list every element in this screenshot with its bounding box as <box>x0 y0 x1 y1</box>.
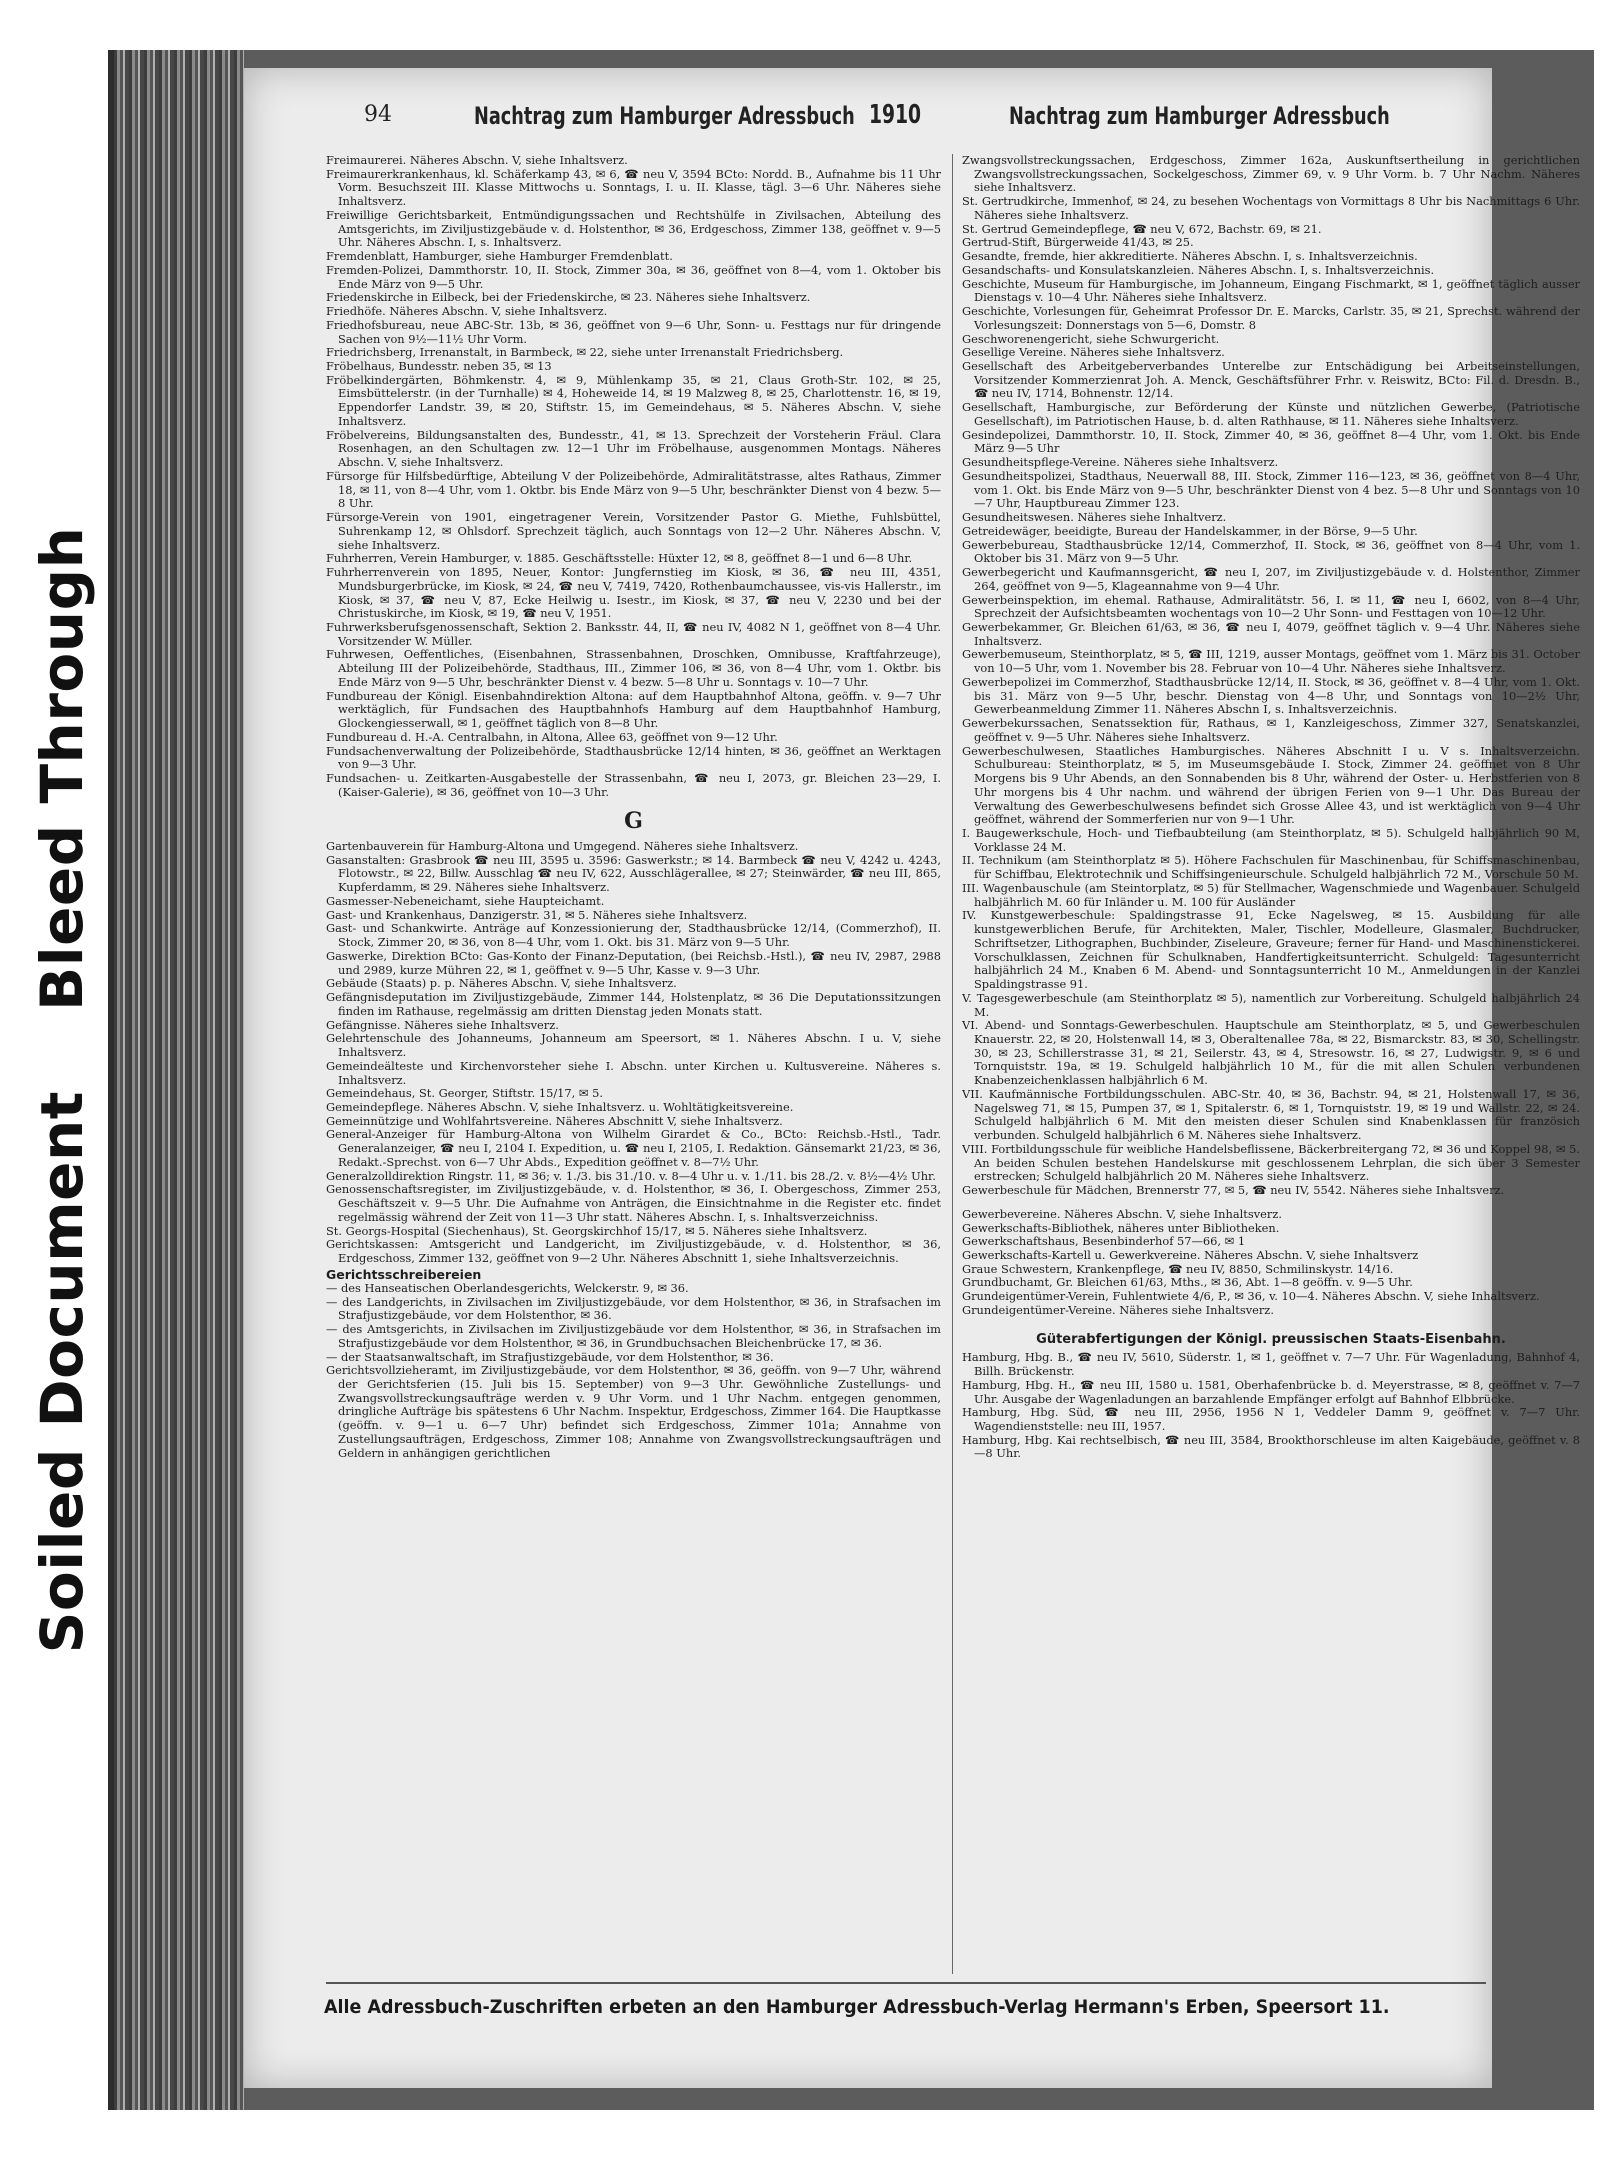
directory-entry: Fuhrherren, Verein Hamburger, v. 1885. Geschäftsstelle: Hüxter 12, ✉ 8, geöffnet 8—1 und 6—8 Uhr. <box>326 551 913 566</box>
directory-entry: VII. Kaufmännische Fortbildungsschulen. ABC-Str. 40, ✉ 36, Bachstr. 94, ✉ 21, Holstenwall 17, ✉ 36, Nagelsweg 71, ✉ 15, Pumpen 37, ✉ 1, Spitalerstr. 6, ✉ 1, Tornquiststr. 19, ✉ 19 und Wallstr. 22, ✉ 24. Schulgeld halbjährlich 6 M. Mit den meisten dieser Schulen sind Knabenklassen für französich verbunden. Schulgeld halbjährlich 6 M. Näheres siehe Inhaltsverz. <box>962 1086 1580 1143</box>
directory-entry: Hamburg, Hbg. Süd, ☎ neu III, 2956, 1956 N 1, Veddeler Damm 9, geöffnet v. 7—7 Uhr. Wagendienststelle: neu III, 1957. <box>962 1405 1580 1434</box>
directory-entry: Gast- und Schankwirte. Anträge auf Konzessionierung der, Stadthausbrücke 12/14, (Commerzhof), II. Stock, Zimmer 20, ✉ 36, von 8—4 Uhr, vom 1. Okt. bis 31. März von 9—5 Uhr. <box>326 921 941 950</box>
directory-entry: Fürsorge für Hilfsbedürftige, Abteilung V der Polizeibehörde, Admiralitätstrasse, altes Rathaus, Zimmer 18, ✉ 11, von 8—4 Uhr, vom 1. Oktbr. bis Ende März von 9—5 Uhr, beschränkter Dienst von 4 bezw. 5—8 Uhr. <box>326 468 941 511</box>
directory-entry: Fundsachenverwaltung der Polizeibehörde, Stadthausbrücke 12/14 hinten, ✉ 36, geöffnet an Werktagen von 9—3 Uhr. <box>326 743 941 772</box>
directory-entry: Gartenbauverein für Hamburg-Altona und Umgegend. Näheres siehe Inhaltsverz. <box>326 839 799 854</box>
directory-entry: Gertrud-Stift, Bürgerweide 41/43, ✉ 25. <box>962 235 1194 250</box>
directory-entry: Gerichtsschreibereien <box>326 1266 482 1282</box>
directory-entry: St. Georgs-Hospital (Siechenhaus), St. Georgskirchhof 15/17, ✉ 5. Näheres siehe Inhaltsverz. <box>326 1223 868 1238</box>
directory-entry: Fröbelvereins, Bildungsanstalten des, Bundesstr., 41, ✉ 13. Sprechzeit der Vorsteherin Fräul. Clara Rosenhagen, an den Schultagen zw. 12—1 Uhr im Fröbelhause, ausgenommen Montags. Näheres Abschn. V, siehe Inhaltsverz. <box>326 427 941 470</box>
directory-entry: Gewerbevereine. Näheres Abschn. V, siehe Inhaltsverz. <box>962 1206 1282 1221</box>
directory-entry: Hamburg, Hbg. Kai rechtselbisch, ☎ neu III, 3584, Brookthorschleuse im alten Kaigebäude, geöffnet v. 8—8 Uhr. <box>962 1432 1580 1461</box>
directory-entry: Gast- und Krankenhaus, Danzigerstr. 31, ✉ 5. Näheres siehe Inhaltsverz. <box>326 907 748 922</box>
directory-entry: Fröbelkindergärten, Böhmkenstr. 4, ✉ 9, Mühlenkamp 35, ✉ 21, Claus Groth-Str. 102, ✉ 25, Eimsbüttelerstr. (in der Turnhalle) ✉ 4, Hoheweide 14, ✉ 19 Malzweg 8, ✉ 25, Charlottenstr. 16, ✉ 19, Eppendorfer Landstr. 39, ✉ 20, Stiftstr. 15, im Gemeindehaus, ✉ 5. Näheres Abschn. V, siehe Inhaltsverz. <box>326 372 941 428</box>
directory-entry: Gaswerke, Direktion BCto: Gas-Konto der Finanz-Deputation, (bei Reichsb.-Hstl.), ☎ neu IV, 2987, 2988 und 2989, kurze Mühren 22, ✉ 1, geöffnet v. 9—5 Uhr, Kasse v. 9—3 Uhr. <box>326 948 941 977</box>
directory-entry: Gesellschaft des Arbeitgeberverbandes Unterelbe zur Entschädigung bei Arbeitseinstellungen, Vorsitzender Kommerzienrat Joh. A. Menck, Geschäftsführer Frhr. v. Reiswitz, BCto: Fil. d. Dresdn. B., ☎ neu IV, 1714, Bohnenstr. 12/14. <box>962 359 1580 401</box>
running-title-left: Nachtrag zum Hamburger Adressbuch <box>474 102 855 130</box>
directory-entry: Fuhrwesen, Oeffentliches, (Eisenbahnen, Strassenbahnen, Droschken, Omnibusse, Kraftfahrzeuge), Abteilung III der Polizeibehörde, Stadthaus, III., Zimmer 106, ✉ 36, von 8—4 Uhr, vom 1. Oktbr. bis Ende März von 9—5 Uhr, beschränkter Dienst v. 4 bezw. 5—8 Uhr u. Sonntags v. 10—7 Uhr. <box>326 647 941 689</box>
directory-entry: Freiwillige Gerichtsbarkeit, Entmündigungssachen und Rechtshülfe in Zivilsachen, Abteilung des Amtsgerichts, im Ziviljustizgebäude v. d. Holstenthor, ✉ 36, Erdgeschoss, Zimmer 138, geöffnet v. 9—5 Uhr. Näheres Abschn. I, s. Inhaltsverz. <box>326 207 941 250</box>
directory-entry: Gewerbeschule für Mädchen, Brennerstr 77, ✉ 5, ☎ neu IV, 5542. Näheres siehe Inhaltsverz. <box>962 1183 1505 1198</box>
page-sheet <box>244 68 1580 2088</box>
directory-entry: Gesundheitspflege-Vereine. Näheres siehe Inhaltsverz. <box>962 455 1279 470</box>
directory-entry: — des Hanseatischen Oberlandesgerichts, Welckerstr. 9, ✉ 36. <box>326 1280 689 1295</box>
column-divider <box>952 154 953 1974</box>
directory-entry: Gesellschaft, Hamburgische, zur Beförderung der Künste und nützlichen Gewerbe, (Patriotische Gesellschaft), im Patriotischen Hause, b. d. alten Rathhause, ✉ 11. Näheres siehe Inhaltsverz. <box>962 400 1580 428</box>
directory-entry: Gesellige Vereine. Näheres siehe Inhaltsverz. <box>962 345 1225 360</box>
directory-entry: Gewerbegericht und Kaufmannsgericht, ☎ neu I, 207, im Ziviljustizgebäude v. d. Holstenthor, Zimmer 264, geöffnet von 9—5, Klageannahme von 9—4 Uhr. <box>962 565 1580 593</box>
directory-entry: Gemeindeälteste und Kirchenvorsteher siehe I. Abschn. unter Kirchen u. Kultusvereine. Näheres s. Inhaltsverz. <box>326 1058 941 1087</box>
publisher-footer: Alle Adressbuch-Zuschriften erbeten an den Hamburger Adressbuch-Verlag Hermann's Erben, Speersort 11. <box>324 1996 1390 2018</box>
page-header <box>364 96 1524 136</box>
directory-entry: Genossenschaftsregister, im Ziviljustizgebäude, v. d. Holstenthor, ✉ 36, I. Obergeschoss, Zimmer 253, Geschäftszeit v. 9—5 Uhr. Die Aufnahme von Anträgen, die Einsichtnahme in die Register etc. findet regelmässig während der Zeit von 11—3 Uhr statt. Näheres Abschn. I, s. Inhaltsverzeichniss. <box>326 1182 941 1224</box>
directory-entry: Gewerbeschulwesen, Staatliches Hamburgisches. Näheres Abschnitt I u. V s. Inhaltsverzeichn. Schulbureau: Steinthorplatz, ✉ 5, im Museumsgebäude I. Stock, Zimmer 24. geöffnet von 8 Uhr Morgens bis 9 Uhr Abends, an den Sonnabenden bis 8 Uhr, während der Oster- u. Herbstferien von 8 Uhr morgens bis 4 Uhr nachm. und während der übrigen Ferien von 9—1 Uhr. Das Bureau der Verwaltung des Gewerbeschulwesens befindet sich Grosse Allee 43, und ist werktäglich von 9—4 Uhr geöffnet, während der Sommerferien nur von 9—1 Uhr. <box>962 743 1580 827</box>
directory-entry: Gewerbekammer, Gr. Bleichen 61/63, ✉ 36, ☎ neu I, 4079, geöffnet täglich v. 9—4 Uhr. Näheres siehe Inhaltsverz. <box>962 619 1580 648</box>
directory-entry: Gewerbeinspektion, im ehemal. Rathause, Admiralitätstr. 56, I. ✉ 11, ☎ neu I, 6602, von 8—4 Uhr, Sprechzeit der Aufsichtsbeamten wochentags von 10—2 Uhr Sonn- und Festtagen von 10—12 Uhr. <box>962 592 1580 621</box>
directory-entry: Gewerbepolizei im Commerzhof, Stadthausbrücke 12/14, II. Stock, ✉ 36, geöffnet v. 8—4 Uhr, vom 1. Okt. bis 31. März von 9—5 Uhr, beschr. Dienstag von 4—8 Uhr, und Sonntags von 10—2½ Uhr, Gewerbeanmeldung Zimmer 11. Näheres Abschn I, s. Inhaltsverzeichnis. <box>962 674 1580 717</box>
directory-entry: Grundeigentümer-Vereine. Näheres siehe Inhaltsverz. <box>962 1302 1274 1317</box>
directory-entry: Fremdenblatt, Hamburger, siehe Hamburger Fremdenblatt. <box>326 249 673 264</box>
directory-entry: Hamburg, Hbg. B., ☎ neu IV, 5610, Süderstr. 1, ✉ 1, geöffnet v. 7—7 Uhr. Für Wagenladung, Bahnhof 4, Billh. Brückenstr. <box>962 1350 1580 1379</box>
directory-entry: V. Tagesgewerbeschule (am Steinthorplatz ✉ 5), namentlich zur Vorbereitung. Schulgeld halbjährlich 24 M. <box>962 990 1580 1019</box>
directory-entry: Getreidewäger, beeidigte, Bureau der Handelskammer, in der Börse, 9—5 Uhr. <box>962 523 1418 538</box>
book-binding <box>114 50 244 2110</box>
directory-entry: Gewerkschaftshaus, Besenbinderhof 57—66, ✉ 1 <box>962 1234 1246 1249</box>
directory-entry: Zwangsvollstreckungssachen, Erdgeschoss, Zimmer 162a, Auskunftsertheilung in gerichtlichen Zwangsvollstreckungssachen, Sockelgeschoss, Zimmer 69, v. 9 Uhr Vorm. b. 7 Uhr Nachm. Näheres siehe Inhaltsverz. <box>962 154 1580 195</box>
directory-entry: — der Staatsanwaltschaft, im Strafjustizgebäude, vor dem Holstenthor, ✉ 36. <box>326 1349 774 1364</box>
directory-entry: Gewerbekurssachen, Senatssektion für, Rathaus, ✉ 1, Kanzleigeschoss, Zimmer 327, Senatskanzlei, geöffnet v. 9—5 Uhr. Näheres siehe Inhaltsverz. <box>962 716 1580 744</box>
page-number: 94 <box>364 102 392 127</box>
footer-rule <box>326 1982 1486 1984</box>
directory-entry: St. Gertrudkirche, Immenhof, ✉ 24, zu besehen Wochentags von Vormittags 8 Uhr bis Nachmittags 6 Uhr. Näheres siehe Inhaltsverz. <box>962 194 1580 222</box>
condition-stamp-text <box>28 487 96 1694</box>
directory-entry: Hamburg, Hbg. H., ☎ neu III, 1580 u. 1581, Oberhafenbrücke b. d. Meyerstrasse, ✉ 8, geöffnet v. 7—7 Uhr. Ausgabe der Wagenladungen an barzahlende Empfänger erfolgt auf Bahnhof Elbbrücke. <box>962 1377 1580 1406</box>
condition-stamp <box>0 0 100 2177</box>
directory-entry: Friedhöfe. Näheres Abschn. V, siehe Inhaltsverz. <box>326 304 608 319</box>
directory-entry: Gerichtsvollzieheramt, im Ziviljustizgebäude, vor dem Holstenthor, ✉ 36, geöffn. von 9—7 Uhr, während der Gerichtsferien (15. Juli bis 15. September) von 9—3 Uhr. Gewöhnliche Zustellungs- und Zwangsvollstreckungsaufträge werden v. 9 Uhr Vorm. und 1 Uhr Nachm. entgegen genommen, dringliche Aufträge bis spätestens 6 Uhr Nachm. Inspektur, Erdgeschoss, Zimmer 164. Die Hauptkasse (geöffn. v. 9—1 u. 6—7 Uhr) befindet sich Erdgeschoss, Zimmer 101a; Annahme von Zustellungsaufträgen, Erdgeschoss, Zimmer 108; Annahme von Zwangsvollstreckungsaufträgen und Geldern in anhängigen gerichtlichen <box>326 1363 941 1460</box>
directory-entry: III. Wagenbauschule (am Steintorplatz, ✉ 5) für Stellmacher, Wagenschmiede und Wagenbauer. Schulgeld halbjährlich M. 60 für Inländer u. M. 100 für Ausländer <box>962 880 1580 909</box>
directory-entry: IV. Kunstgewerbeschule: Spaldingstrasse 91, Ecke Nagelsweg, ✉ 15. Ausbildung für alle kunstgewerblichen Berufe, für Architekten, Maler, Tischler, Modelleure, Glasmaler, Buchdrucker, Schriftsetzer, Lithographen, Buchbinder, Ziseleure, Graveure; ferner für Hand- und Maschinenstickerei. Vorschulklassen, Zeichnen für Schulknaben, Handfertigkeitsunterricht. Schulgeld: Tagesunterricht halbjährlich 24 M., Knaben 6 M. Abend- und Sonntagsunterricht 10 M., Anmeldungen in der Kanzlei Spaldingstrasse 91. <box>962 908 1580 992</box>
directory-entry: Graue Schwestern, Krankenpflege, ☎ neu IV, 8850, Schmilinskystr. 14/16. <box>962 1261 1394 1276</box>
directory-entry: Grundeigentümer-Verein, Fuhlentwiete 4/6, P., ✉ 36, v. 10—4. Näheres Abschn. V, siehe Inhaltsverz. <box>962 1289 1540 1304</box>
directory-entry: Güterabfertigungen der Königl. preussischen Staats-Eisenbahn. <box>1036 1331 1506 1347</box>
directory-entry: Freimaurerkrankenhaus, kl. Schäferkamp 43, ✉ 6, ☎ neu V, 3594 BCto: Nordd. B., Aufnahme bis 11 Uhr Vorm. Besuchszeit III. Klasse Mittwochs u. Sonntags, I. u. II. Klasse, tägl. 3—6 Uhr. Näheres siehe Inhaltsverz. <box>326 166 941 209</box>
directory-entry: Fremden-Polizei, Dammthorstr. 10, II. Stock, Zimmer 30a, ✉ 36, geöffnet von 8—4, vom 1. Oktober bis Ende März von 9—5 Uhr. <box>326 262 941 291</box>
directory-entry: Gemeinnützige und Wohlfahrtsvereine. Näheres Abschnitt V, siehe Inhaltsverz. <box>326 1113 783 1128</box>
directory-entry: VIII. Fortbildungsschule für weibliche Handelsbeflissene, Bäckerbreitergang 72, ✉ 36 und Koppel 98, ✉ 5. An beiden Schulen bestehen Handelskurse mit geschlossenem Lehrplan, die sich über 3 Semester erstrecken; Schulgeld halbjährlich 20 M. Näheres siehe Inhaltsverz. <box>962 1141 1580 1184</box>
directory-entry: Grundbuchamt, Gr. Bleichen 61/63, Mths., ✉ 36, Abt. 1—8 geöffn. v. 9—5 Uhr. <box>962 1275 1413 1290</box>
directory-entry: II. Technikum (am Steinthorplatz ✉ 5). Höhere Fachschulen für Maschinenbau, für Schiffsmaschinenbau, für Schiffbau, Elektrotechnik und Schiffsingenieurschule. Schulgeld halbjährlich 72 M., Vorschule 50 M. <box>962 853 1580 882</box>
directory-entry: — des Amtsgerichts, in Zivilsachen im Ziviljustizgebäude vor dem Holstenthor, ✉ 36, in Strafsachen im Strafjustizgebäude vor dem Holstenthor, ✉ 36, in Grundbuchsachen Bleichenbrücke 17, ✉ 36. <box>326 1322 941 1350</box>
directory-entry: Friedenskirche in Eilbeck, bei der Friedenskirche, ✉ 23. Näheres siehe Inhaltsverz. <box>326 290 811 305</box>
directory-entry: Gerichtskassen: Amtsgericht und Landgericht, im Ziviljustizgebäude, v. d. Holstenthor, ✉ 36, Erdgeschoss, Zimmer 132, geöffnet von 9—2 Uhr. Näheres Abschnitt 1, siehe Inhaltsverzeichnis. <box>326 1237 941 1266</box>
directory-entry: Gefängnisse. Näheres siehe Inhaltsverz. <box>326 1017 559 1032</box>
running-title-right: Nachtrag zum Hamburger Adressbuch <box>1009 102 1390 130</box>
directory-entry: Fundbureau d. H.-A. Centralbahn, in Altona, Allee 63, geöffnet von 9—12 Uhr. <box>326 729 778 744</box>
stamp-bleed: Bleed Through <box>28 526 96 1011</box>
directory-entry: Fundbureau der Königl. Eisenbahndirektion Altona: auf dem Hauptbahnhof Altona, geöffn. v. 9—7 Uhr werktäglich, für Fundsachen des Hauptbahnhofs Hamburg auf dem Hauptbahnhof Hamburg, Glockengiesserwall, ✉ 1, geöffnet täglich von 8—8 Uhr. <box>326 688 941 731</box>
directory-entry: Geschichte, Vorlesungen für, Geheimrat Professor Dr. E. Marcks, Carlstr. 35, ✉ 21, Sprechst. während der Vorlesungszeit: Donnerstags von 5—6, Domstr. 8 <box>962 304 1580 332</box>
directory-entry: Gesundheitswesen. Näheres siehe Inhaltverz. <box>962 510 1227 525</box>
directory-entry: Fürsorge-Verein von 1901, eingetragener Verein, Vorsitzender Pastor G. Miethe, Fuhlsbüttel, Suhrenkamp 12, ✉ Ohlsdorf. Sprechzeit täglich, auch Sonntags von 12—2 Uhr. Näheres Abschn. V, siehe Inhaltsverz. <box>326 510 941 552</box>
stamp-soiled: Soiled Document <box>28 1091 96 1654</box>
directory-entry: Freimaurerei. Näheres Abschn. V, siehe Inhaltsverz. <box>326 154 628 167</box>
directory-entry: Gelehrtenschule des Johanneums, Johanneum am Speersort, ✉ 1. Näheres Abschn. I u. V, siehe Inhaltsverz. <box>326 1031 941 1060</box>
directory-entry: Gesundheitspolizei, Stadthaus, Neuerwall 88, III. Stock, Zimmer 116—123, ✉ 36, geöffnet von 8—4 Uhr, vom 1. Okt. bis Ende März von 9—5 Uhr, beschränkter Dienst von 4 bez. 5—8 Uhr und Sonntags von 10—7 Uhr, Hauptbureau Zimmer 123. <box>962 468 1580 511</box>
right-column <box>962 154 1580 1984</box>
directory-entry: Geschworenengericht, siehe Schwurgericht. <box>962 331 1220 346</box>
directory-entry: Friedhofsbureau, neue ABC-Str. 13b, ✉ 36, geöffnet von 9—6 Uhr, Sonn- u. Festtags nur für dringende Sachen von 9½—11½ Uhr Vorm. <box>326 317 941 346</box>
directory-entry: Gesandschafts- und Konsulatskanzleien. Näheres Abschn. I, s. Inhaltsverzeichnis. <box>962 262 1435 277</box>
directory-entry: Fuhrherrenverein von 1895, Neuer, Kontor: Jungfernstieg im Kiosk, ✉ 36, ☎ neu III, 4351, Mundsburgerbrücke, im Kiosk, ✉ 24, ☎ neu V, 7419, 7420, Rothenbaumchaussee, vis-vis Hallerstr., im Kiosk, ✉ 37, ☎ neu V, 87, Ecke Heilwig u. Isestr., im Kiosk, ✉ 37, ☎ neu V, 2230 und bei der Christuskirche, im Kiosk, ✉ 19, ☎ neu V, 1951. <box>326 565 941 621</box>
directory-entry: G <box>624 807 643 834</box>
directory-entry: — des Landgerichts, in Zivilsachen im Ziviljustizgebäude, vor dem Holstenthor, ✉ 36, in Strafsachen im Strafjustizgebäude, vor dem Holstenthor, ✉ 36. <box>326 1294 941 1323</box>
directory-entry: Fuhrwerksberufsgenossenschaft, Sektion 2. Banksstr. 44, II, ☎ neu IV, 4082 N 1, geöffnet von 8—4 Uhr. Vorsitzender W. Müller. <box>326 619 941 648</box>
directory-entry: Gefängnisdeputation im Ziviljustizgebäude, Zimmer 144, Holstenplatz, ✉ 36 Die Deputationssitzungen finden im Rathause, regelmässig am dritten Dienstag jeden Monats statt. <box>326 990 941 1018</box>
directory-entry: Gesandte, fremde, hier akkreditierte. Näheres Abschn. I, s. Inhaltsverzeichnis. <box>962 249 1418 264</box>
directory-entry: Gasanstalten: Grasbrook ☎ neu III, 3595 u. 3596: Gaswerkstr.; ✉ 14. Barmbeck ☎ neu V, 4242 u. 4243, Flotowstr., ✉ 22, Billw. Ausschlag ☎ neu IV, 622, Ausschlägerallee, ✉ 27; Steinwärder, ☎ neu III, 865, Kupferdamm, ✉ 29. Näheres siehe Inhaltsverz. <box>326 852 941 895</box>
directory-entry: VI. Abend- und Sonntags-Gewerbeschulen. Hauptschule am Steinthorplatz, ✉ 5, und Gewerbeschulen Knauerstr. 22, ✉ 20, Holstenwall 14, ✉ 3, Oberaltenallee 78a, ✉ 22, Bismarckstr. 83, ✉ 30, Schellingstr. 30, ✉ 23, Schillerstrasse 31, ✉ 21, Seilerstr. 43, ✉ 4, Stresowstr. 16, ✉ 27, Ludwigstr. 9, ✉ 6 und Tornquiststr. 19a, ✉ 19. Schulgeld halbjährlich 10 M., für die mit allen Schulen verbundenen Knabenzeichenklassen halbjährlich 6 M. <box>962 1018 1580 1088</box>
scanned-page <box>108 50 1594 2110</box>
directory-entry: Gewerkschafts-Bibliothek, näheres unter Bibliotheken. <box>962 1220 1280 1235</box>
year: 1910 <box>869 100 922 130</box>
left-column <box>326 154 941 1984</box>
directory-entry: Fröbelhaus, Bundesstr. neben 35, ✉ 13 <box>326 359 552 374</box>
directory-entry: Gemeindepflege. Näheres Abschn. V, siehe Inhaltsverz. u. Wohltätigkeitsvereine. <box>326 1099 794 1114</box>
directory-entry: Friedrichsberg, Irrenanstalt, in Barmbeck, ✉ 22, siehe unter Irrenanstalt Friedrichsberg. <box>326 345 844 360</box>
directory-entry: Gasmesser-Nebeneichamt, siehe Haupteichamt. <box>326 893 605 908</box>
directory-entry: Gewerbebureau, Stadthausbrücke 12/14, Commerzhof, II. Stock, ✉ 36, geöffnet von 8—4 Uhr, vom 1. Oktober bis 31. März von 9—5 Uhr. <box>962 537 1580 566</box>
directory-entry: Gewerbemuseum, Steinthorplatz, ✉ 5, ☎ III, 1219, ausser Montags, geöffnet vom 1. März bis 31. October von 10—5 Uhr, vom 1. November bis 28. Februar von 10—4 Uhr. Näheres siehe Inhaltsverz. <box>962 647 1580 676</box>
directory-entry: Gesindepolizei, Dammthorstr. 10, II. Stock, Zimmer 40, ✉ 36, geöffnet 8—4 Uhr, vom 1. Okt. bis Ende März 9—5 Uhr <box>962 427 1580 456</box>
directory-entry: General-Anzeiger für Hamburg-Altona von Wilhelm Girardet & Co., BCto: Reichsb.-Hstl., Tadr. Generalanzeiger, ☎ neu I, 2104 I. Expedition, u. ☎ neu I, 2105, I. Redaktion. Gänsemarkt 21/23, ✉ 36, Redakt.-Sprechst. von 6—7 Uhr Abds., Expedition geöffnet v. 8—7½ Uhr. <box>326 1127 941 1169</box>
directory-entry: Geschichte, Museum für Hamburgische, im Johanneum, Eingang Fischmarkt, ✉ 1, geöffnet täglich ausser Dienstags v. 10—4 Uhr. Näheres siehe Inhaltsverz. <box>962 276 1580 305</box>
directory-entry: Fundsachen- u. Zeitkarten-Ausgabestelle der Strassenbahn, ☎ neu I, 2073, gr. Bleichen 23—29, I. (Kaiser-Galerie), ✉ 36, geöffnet von 10—3 Uhr. <box>326 771 941 799</box>
directory-entry: St. Gertrud Gemeindepflege, ☎ neu V, 672, Bachstr. 69, ✉ 21. <box>962 221 1322 236</box>
directory-entry: Gewerkschafts-Kartell u. Gewerkvereine. Näheres Abschn. V, siehe Inhaltsverz <box>962 1248 1419 1263</box>
directory-entry: I. Baugewerkschule, Hoch- und Tiefbaubteilung (am Steinthorplatz, ✉ 5). Schulgeld halbjährlich 90 M, Vorklasse 24 M. <box>962 825 1580 854</box>
directory-entry: Gemeindehaus, St. Georger, Stiftstr. 15/17, ✉ 5. <box>326 1086 603 1101</box>
directory-entry: Generalzolldirektion Ringstr. 11, ✉ 36; v. 1./3. bis 31./10. v. 8—4 Uhr u. v. 1./11. bis 28./2. v. 8½—4½ Uhr. <box>326 1168 936 1183</box>
directory-entry: Gebäude (Staats) p. p. Näheres Abschn. V, siehe Inhaltsverz. <box>326 976 677 991</box>
